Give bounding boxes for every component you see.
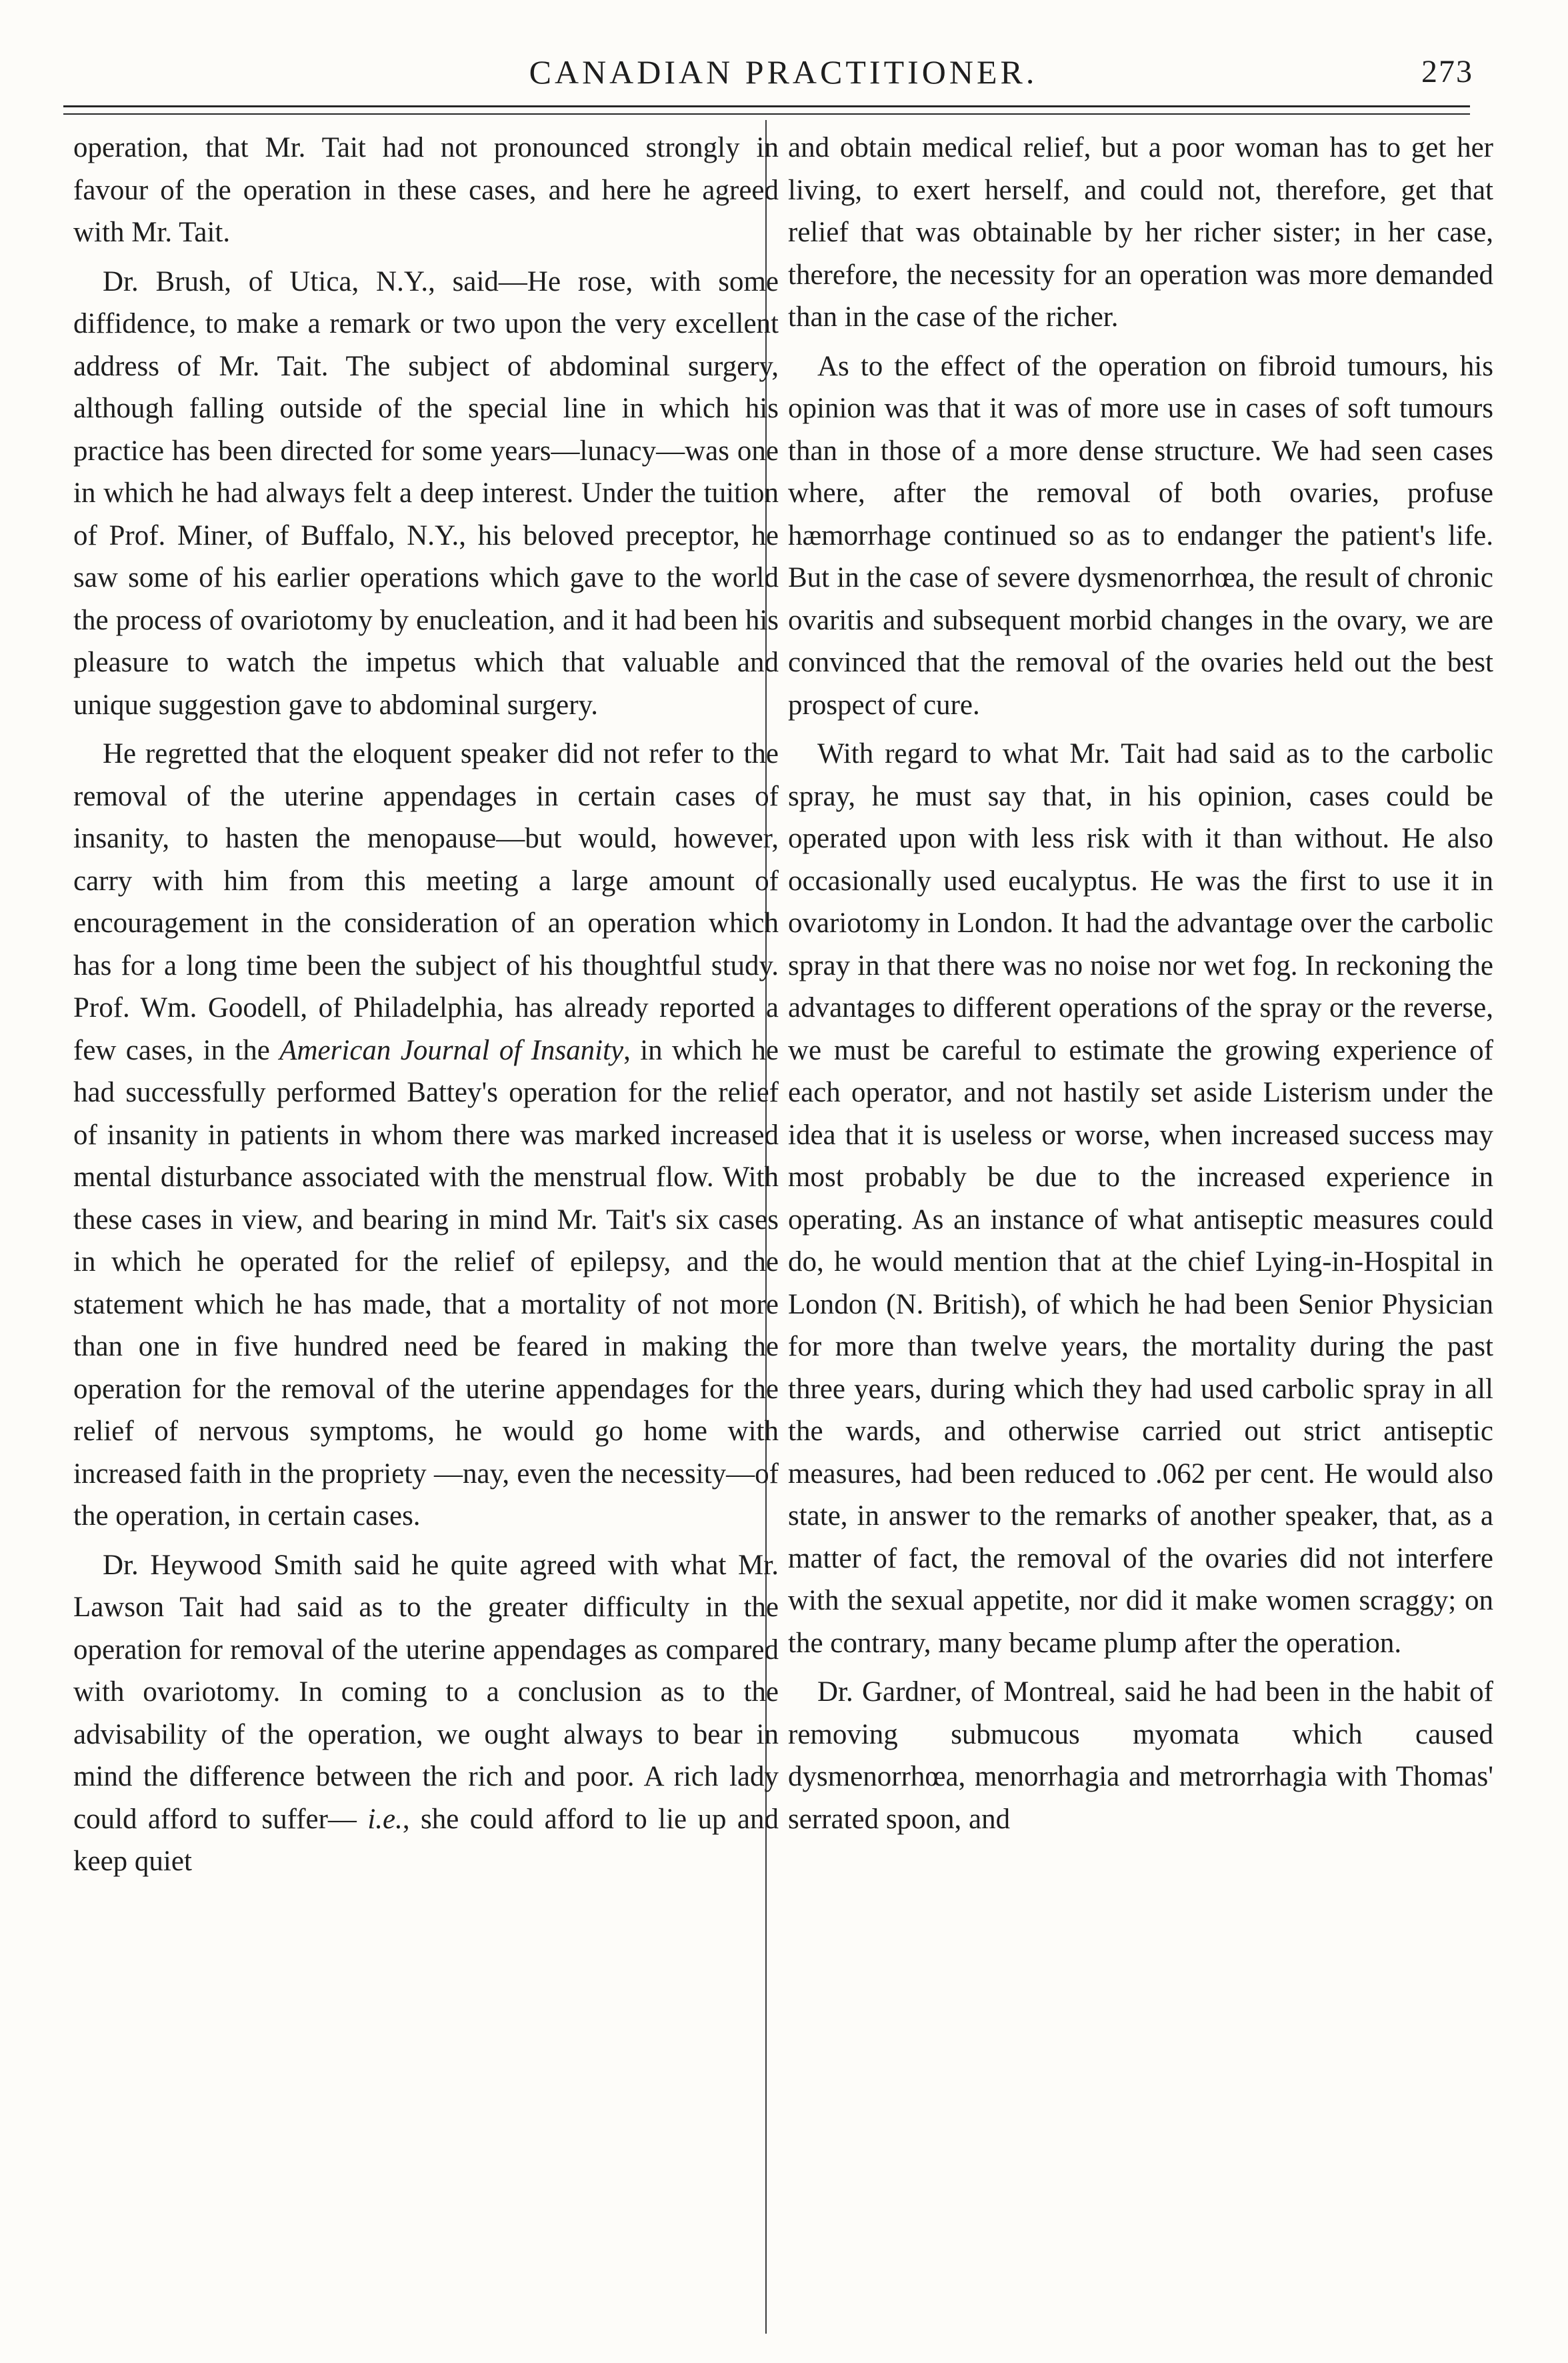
text-run: Dr. Heywood Smith said he quite agreed with what Mr. Lawson Tait had said as to the greater difficulty in the operation for removal of the uterine appendages as compared with ovariotomy. In coming to a conclusion as to the advisability of the operation, we ought always to bear in mind the difference between the rich and poor. A rich lady could afford to suffer— xyxy=(73,1549,779,1835)
paragraph xyxy=(73,1544,779,1883)
paragraph: With regard to what Mr. Tait had said as to the carbolic spray, he must say that, in his opinion, cases could be operated upon with less risk with it than without. He also occasionally used eucalyptus. He was the first to use it in ovariotomy in London. It had the advantage over the carbolic spray in that there was no noise nor wet fog. In reckoning the advantages to different operations of the spray or the reverse, we must be careful to estimate the growing experience of each operator, and not hastily set aside Listerism under the idea that it is useless or worse, when increased success may most probably be due to the increased experience in operating. As an instance of what antiseptic measures could do, he would mention that at the chief Lying-in-Hospital in London (N. British), of which he had been Senior Physician for more than twelve years, the mortality during the past three years, during which they had used carbolic spray in all the wards, and otherwise carried out strict antiseptic measures, had been reduced to .062 per cent. He would also state, in answer to the remarks of another speaker, that, as a matter of fact, the removal of the ovaries did not interfere with the sexual appetite, nor did it make women scraggy; on the contrary, many became plump after the operation. xyxy=(788,738,1493,1659)
italic-abbreviation: i.e. xyxy=(367,1803,403,1835)
paragraph: Dr. Brush, of Utica, N.Y., said—He rose, with some diffidence, to make a remark or two upon the very excellent address of Mr. Tait. The subject of abdominal surgery, although falling outside of the special line in which his practice has been directed for some years—lunacy—was one in which he had always felt a deep interest. Under the tuition of Prof. Miner, of Buffalo, N.Y., his beloved preceptor, he saw some of his earlier operations which gave to the world the process of ovariotomy by enucleation, and it had been his pleasure to watch the impetus which that valuable and unique suggestion gave to abdominal surgery. xyxy=(73,265,779,721)
paragraph xyxy=(73,733,779,1538)
left-column xyxy=(73,127,779,2347)
journal-title: CANADIAN PRACTITIONER. xyxy=(529,53,1038,91)
paragraph: and obtain medical relief, but a poor woman has to get her living, to exert herself, and could not, therefore, get that relief that was obtainable by her richer sister; in her case, therefore, the necessity for an operation was more demanded than in the case of the richer. xyxy=(788,132,1493,333)
header-rule-bottom xyxy=(63,113,1470,115)
text-run: , she could afford to lie up and keep quiet xyxy=(73,1803,779,1877)
text-run: He regretted that the eloquent speaker did not refer to the removal of the uterine appendages in certain cases of insanity, to hasten the menopause—but would, however, carry with him from this meeting a large amount of encouragement in the consideration of an operation which has for a long time been the subject of his thoughtful study. Prof. Wm. Goodell, of Philadelphia, has already reported a few cases, in the xyxy=(73,738,779,1066)
page-number: 273 xyxy=(1421,54,1473,89)
running-head xyxy=(73,52,1493,99)
right-column xyxy=(788,127,1493,2347)
paragraph: Dr. Gardner, of Montreal, said he had been in the habit of removing submucous myomata which caused dysmenorrhœa, menorrhagia and metrorrhagia with Thomas' serrated spoon, and xyxy=(788,1676,1493,1835)
text-run: , in which he had successfully performed Battey's operation for the relief of insanity in patients in whom there was marked increased mental disturbance associated with the menstrual flow. With these cases in view, and bearing in mind Mr. Tait's six cases in which he operated for the relief of epilepsy, and the statement which he has made, that a mortality of not more than one in five hundred need be feared in making the operation for the removal of the uterine appendages for the relief of nervous symptoms, he would go home with increased faith in the propriety —nay, even the necessity—of the operation, in certain cases. xyxy=(73,1034,779,1532)
paragraph: As to the effect of the operation on fibroid tumours, his opinion was that it was of more use in cases of soft tumours than in those of a more dense structure. We had seen cases where, after the removal of both ovaries, profuse hæmorrhage continued so as to endanger the patient's life. But in the case of severe dysmenorrhœa, the result of chronic ovaritis and subsequent morbid changes in the ovary, we are convinced that the removal of the ovaries held out the best prospect of cure. xyxy=(788,350,1493,721)
header-rule-top xyxy=(63,105,1470,107)
journal-citation: American Journal of Insanity xyxy=(279,1034,624,1066)
paragraph: operation, that Mr. Tait had not pronounced strongly in favour of the operation in these cases, and here he agreed with Mr. Tait. xyxy=(73,132,779,248)
